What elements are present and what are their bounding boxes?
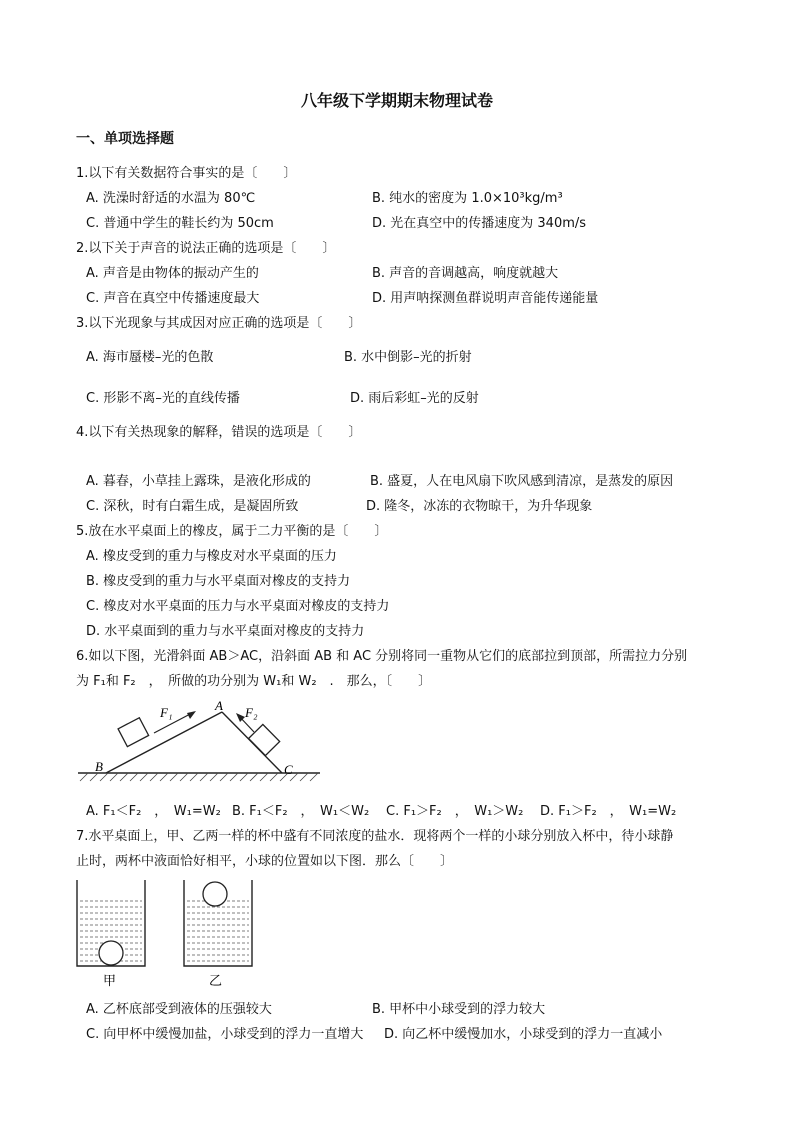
question-6-option-c: C. F₁＞F₂ ， W₁＞W₂ bbox=[386, 804, 524, 819]
question-6-option-d: D. F₁＞F₂ ， W₁=W₂ bbox=[540, 804, 677, 819]
question-7-stem-line1: 7.水平桌面上，甲、乙两一样的杯中盛有不同浓度的盐水．现将两个一样的小球分别放入杯中，待小球静 bbox=[76, 829, 674, 844]
question-7-option-d: D. 向乙杯中缓慢加水，小球受到的浮力一直减小 bbox=[384, 1027, 663, 1042]
question-6-option-a: A. F₁＜F₂ ， W₁=W₂ bbox=[86, 804, 221, 819]
cup-yi bbox=[184, 880, 252, 966]
question-4-option-b: B. 盛夏，人在电风扇下吹风感到清凉，是蒸发的原因 bbox=[370, 474, 674, 489]
cups-diagram bbox=[72, 876, 262, 991]
question-6-option-b: B. F₁＜F₂ ， W₁＜W₂ bbox=[232, 804, 370, 819]
label-f1: F₁ bbox=[160, 705, 173, 720]
question-2-stem: 2.以下关于声音的说法正确的选项是〔 〕 bbox=[76, 241, 336, 256]
question-4-option-d: D. 隆冬，冰冻的衣物晾干，为升华现象 bbox=[366, 499, 593, 514]
ball-yi bbox=[203, 882, 227, 906]
question-5-option-b: B. 橡皮受到的重力与水平桌面对橡皮的支持力 bbox=[86, 574, 351, 589]
label-c: C bbox=[284, 762, 293, 777]
question-1-stem: 1.以下有关数据符合事实的是〔 〕 bbox=[76, 166, 297, 181]
question-6-stem-line1: 6.如以下图，光滑斜面 AB＞AC，沿斜面 AB 和 AC 分别将同一重物从它们的底部拉到顶部，所需拉力分别 bbox=[76, 649, 688, 664]
question-7-option-c: C. 向甲杯中缓慢加盐，小球受到的浮力一直增大 bbox=[86, 1027, 364, 1042]
question-3-option-c: C. 形影不离–光的直线传播 bbox=[86, 391, 240, 406]
question-4-stem: 4.以下有关热现象的解释，错误的选项是〔 〕 bbox=[76, 425, 362, 440]
ball-jia bbox=[99, 941, 123, 965]
section-heading: 一、单项选择题 bbox=[76, 131, 174, 147]
question-2-option-c: C. 声音在真空中传播速度最大 bbox=[86, 291, 260, 306]
question-5-option-d: D. 水平桌面到的重力与水平桌面对橡皮的支持力 bbox=[86, 624, 365, 639]
slope-ab bbox=[106, 712, 222, 773]
question-2-option-d: D. 用声呐探测鱼群说明声音能传递能量 bbox=[372, 291, 599, 306]
question-2-option-b: B. 声音的音调越高，响度就越大 bbox=[372, 266, 559, 281]
question-1-option-c: C. 普通中学生的鞋长约为 50cm bbox=[86, 216, 274, 231]
question-7-option-b: B. 甲杯中小球受到的浮力较大 bbox=[372, 1002, 546, 1017]
cup-yi-label: 乙 bbox=[209, 974, 223, 989]
question-3-option-b: B. 水中倒影–光的折射 bbox=[344, 350, 472, 365]
question-3-option-d: D. 雨后彩虹–光的反射 bbox=[350, 391, 479, 406]
label-a: A bbox=[215, 698, 223, 713]
question-2-option-a: A. 声音是由物体的振动产生的 bbox=[86, 266, 259, 281]
cup-jia bbox=[77, 880, 145, 966]
question-7-stem-line2: 止时，两杯中液面恰好相平，小球的位置如以下图．那么〔 〕 bbox=[76, 854, 454, 869]
question-6-stem-line2: 为 F₁和 F₂ ， 所做的功分别为 W₁和 W₂ . 那么，〔 〕 bbox=[76, 674, 432, 689]
incline-diagram bbox=[70, 695, 330, 790]
question-1-option-b: B. 纯水的密度为 1.0×10³kg/m³ bbox=[372, 191, 563, 206]
question-3-option-a: A. 海市蜃楼–光的色散 bbox=[86, 350, 214, 365]
question-5-option-a: A. 橡皮受到的重力与橡皮对水平桌面的压力 bbox=[86, 549, 337, 564]
question-4-option-a: A. 暮春，小草挂上露珠，是液化形成的 bbox=[86, 474, 311, 489]
question-4-option-c: C. 深秋，时有白霜生成，是凝固所致 bbox=[86, 499, 299, 514]
question-1-option-a: A. 洗澡时舒适的水温为 80℃ bbox=[86, 191, 256, 206]
force-f1-arrowhead bbox=[187, 711, 196, 719]
cup-jia-label: 甲 bbox=[103, 974, 117, 989]
question-5-stem: 5.放在水平桌面上的橡皮，属于二力平衡的是〔 〕 bbox=[76, 524, 388, 539]
block-on-ac bbox=[249, 724, 280, 755]
question-5-option-c: C. 橡皮对水平桌面的压力与水平桌面对橡皮的支持力 bbox=[86, 599, 390, 614]
label-b: B bbox=[95, 759, 103, 774]
page-title: 八年级下学期期末物理试卷 bbox=[300, 91, 493, 110]
question-1-option-d: D. 光在真空中的传播速度为 340m/s bbox=[372, 216, 587, 231]
block-on-ab bbox=[118, 718, 149, 747]
question-7-option-a: A. 乙杯底部受到液体的压强较大 bbox=[86, 1002, 272, 1017]
ground-hatching bbox=[80, 773, 318, 781]
label-f2: F₂ bbox=[245, 705, 258, 720]
question-3-stem: 3.以下光现象与其成因对应正确的选项是〔 〕 bbox=[76, 316, 362, 331]
